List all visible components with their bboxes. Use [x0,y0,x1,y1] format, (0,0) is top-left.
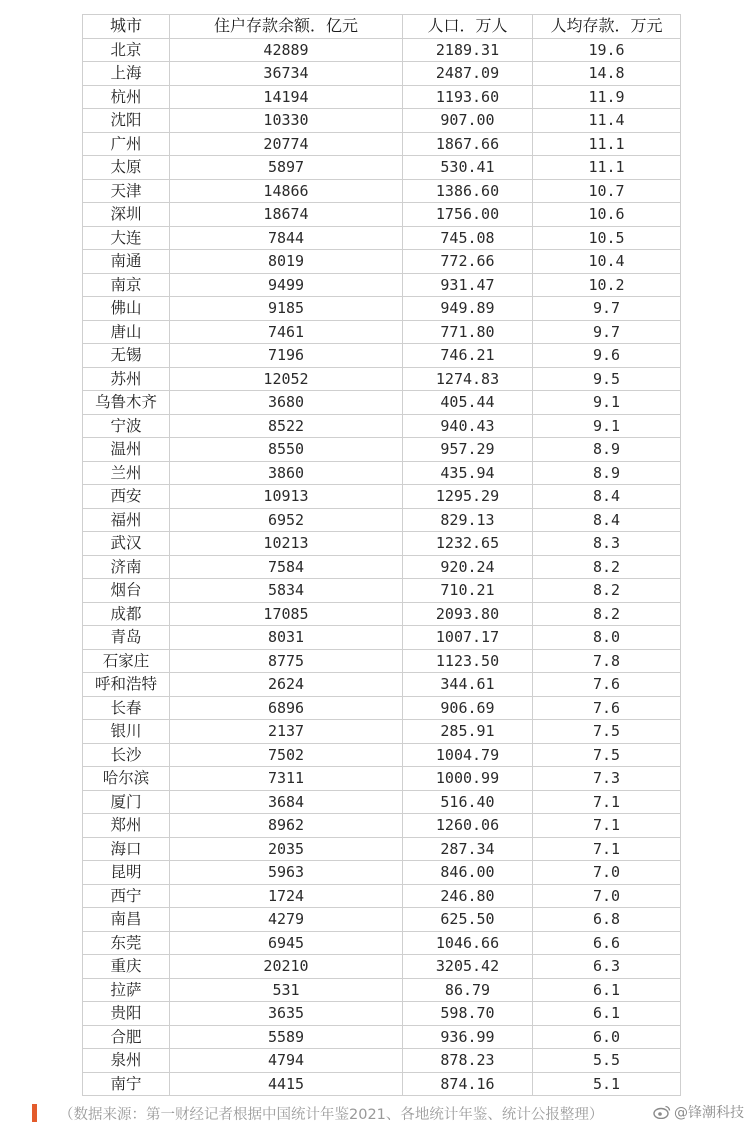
cell-deposit-balance: 2624 [170,673,403,697]
table-row [83,1025,681,1049]
table-row [83,391,681,415]
cell-deposit-balance: 9499 [170,273,403,297]
cell-city: 福州 [83,508,170,532]
cell-per-capita-deposit: 8.9 [533,438,681,462]
cell-per-capita-deposit: 7.5 [533,743,681,767]
cell-deposit-balance: 3680 [170,391,403,415]
cell-deposit-balance: 4279 [170,908,403,932]
cell-city: 石家庄 [83,649,170,673]
cell-per-capita-deposit: 7.0 [533,884,681,908]
table-row [83,85,681,109]
cell-city: 青岛 [83,626,170,650]
header-deposit-balance: 住户存款余额．亿元 [170,15,403,39]
cell-per-capita-deposit: 9.7 [533,297,681,321]
cell-city: 贵阳 [83,1002,170,1026]
table-row [83,344,681,368]
cell-city: 昆明 [83,861,170,885]
cell-deposit-balance: 4415 [170,1072,403,1096]
cell-deposit-balance: 20774 [170,132,403,156]
cell-per-capita-deposit: 9.5 [533,367,681,391]
cell-per-capita-deposit: 19.6 [533,38,681,62]
table-row [83,837,681,861]
cell-deposit-balance: 5897 [170,156,403,180]
cell-deposit-balance: 17085 [170,602,403,626]
cell-population: 625.50 [403,908,533,932]
cell-deposit-balance: 6896 [170,696,403,720]
cell-per-capita-deposit: 14.8 [533,62,681,86]
cell-population: 1046.66 [403,931,533,955]
cell-population: 2093.80 [403,602,533,626]
table-row [83,978,681,1002]
cell-city: 西宁 [83,884,170,908]
table-row [83,156,681,180]
cell-deposit-balance: 7196 [170,344,403,368]
cell-city: 沈阳 [83,109,170,133]
watermark-text: @锋潮科技 [674,1105,744,1121]
source-note [32,1100,603,1126]
table-row [83,790,681,814]
cell-per-capita-deposit: 8.0 [533,626,681,650]
cell-per-capita-deposit: 8.4 [533,508,681,532]
cell-city: 长春 [83,696,170,720]
cell-population: 1295.29 [403,485,533,509]
table-row [83,532,681,556]
cell-population: 1000.99 [403,767,533,791]
cell-city: 合肥 [83,1025,170,1049]
cell-per-capita-deposit: 9.6 [533,344,681,368]
table-row [83,132,681,156]
cell-per-capita-deposit: 11.1 [533,132,681,156]
cell-per-capita-deposit: 7.8 [533,649,681,673]
cell-per-capita-deposit: 9.1 [533,391,681,415]
cell-population: 1867.66 [403,132,533,156]
table-row [83,297,681,321]
cell-population: 1232.65 [403,532,533,556]
table-row [83,579,681,603]
header-per-capita-deposit: 人均存款．万元 [533,15,681,39]
cell-city: 无锡 [83,344,170,368]
table-row [83,884,681,908]
cell-deposit-balance: 4794 [170,1049,403,1073]
cell-deposit-balance: 8775 [170,649,403,673]
table-row [83,602,681,626]
cell-per-capita-deposit: 7.0 [533,861,681,885]
cell-deposit-balance: 3684 [170,790,403,814]
cell-per-capita-deposit: 11.1 [533,156,681,180]
watermark [653,1102,744,1122]
cell-city: 济南 [83,555,170,579]
cell-population: 931.47 [403,273,533,297]
cell-per-capita-deposit: 7.6 [533,673,681,697]
cell-population: 285.91 [403,720,533,744]
table-row [83,508,681,532]
table-row [83,861,681,885]
cell-deposit-balance: 7502 [170,743,403,767]
cell-per-capita-deposit: 11.4 [533,109,681,133]
cell-population: 874.16 [403,1072,533,1096]
cell-city: 宁波 [83,414,170,438]
cell-deposit-balance: 7311 [170,767,403,791]
cell-population: 516.40 [403,790,533,814]
cell-population: 940.43 [403,414,533,438]
cell-per-capita-deposit: 8.2 [533,602,681,626]
cell-city: 上海 [83,62,170,86]
cell-city: 南通 [83,250,170,274]
cell-population: 405.44 [403,391,533,415]
cell-per-capita-deposit: 6.6 [533,931,681,955]
cell-population: 936.99 [403,1025,533,1049]
cell-city: 哈尔滨 [83,767,170,791]
cell-deposit-balance: 12052 [170,367,403,391]
cell-per-capita-deposit: 6.8 [533,908,681,932]
cell-population: 1193.60 [403,85,533,109]
cell-city: 乌鲁木齐 [83,391,170,415]
cell-city: 北京 [83,38,170,62]
cell-deposit-balance: 14194 [170,85,403,109]
cell-population: 746.21 [403,344,533,368]
cell-per-capita-deposit: 8.2 [533,579,681,603]
cell-population: 530.41 [403,156,533,180]
table-row [83,1002,681,1026]
cell-per-capita-deposit: 6.1 [533,978,681,1002]
cell-city: 苏州 [83,367,170,391]
cell-deposit-balance: 3860 [170,461,403,485]
cell-city: 银川 [83,720,170,744]
source-accent-bar [32,1104,37,1122]
header-city: 城市 [83,15,170,39]
cell-per-capita-deposit: 9.1 [533,414,681,438]
cell-population: 906.69 [403,696,533,720]
table-row [83,555,681,579]
cell-deposit-balance: 1724 [170,884,403,908]
cell-population: 1274.83 [403,367,533,391]
cell-population: 878.23 [403,1049,533,1073]
cell-city: 南宁 [83,1072,170,1096]
cell-population: 829.13 [403,508,533,532]
cell-deposit-balance: 14866 [170,179,403,203]
cell-per-capita-deposit: 7.1 [533,837,681,861]
data-table [82,14,681,1096]
cell-per-capita-deposit: 6.0 [533,1025,681,1049]
cell-city: 大连 [83,226,170,250]
cell-deposit-balance: 18674 [170,203,403,227]
cell-city: 拉萨 [83,978,170,1002]
cell-per-capita-deposit: 6.1 [533,1002,681,1026]
cell-deposit-balance: 10913 [170,485,403,509]
source-note-text: （数据来源：第一财经记者根据中国统计年鉴2021、各地统计年鉴、统计公报整理） [59,1106,604,1123]
cell-deposit-balance: 8522 [170,414,403,438]
cell-city: 天津 [83,179,170,203]
cell-population: 1756.00 [403,203,533,227]
table-row [83,203,681,227]
cell-population: 1386.60 [403,179,533,203]
cell-city: 泉州 [83,1049,170,1073]
cell-deposit-balance: 531 [170,978,403,1002]
cell-city: 杭州 [83,85,170,109]
cell-city: 郑州 [83,814,170,838]
table-row [83,767,681,791]
table-body [83,38,681,1096]
cell-per-capita-deposit: 10.4 [533,250,681,274]
cell-population: 771.80 [403,320,533,344]
cell-population: 598.70 [403,1002,533,1026]
cell-population: 1007.17 [403,626,533,650]
cell-population: 1004.79 [403,743,533,767]
cell-city: 深圳 [83,203,170,227]
cell-city: 呼和浩特 [83,673,170,697]
cell-per-capita-deposit: 7.1 [533,790,681,814]
table-row [83,38,681,62]
cell-per-capita-deposit: 7.3 [533,767,681,791]
cell-population: 949.89 [403,297,533,321]
cell-population: 287.34 [403,837,533,861]
cell-deposit-balance: 20210 [170,955,403,979]
cell-per-capita-deposit: 9.7 [533,320,681,344]
cell-per-capita-deposit: 5.5 [533,1049,681,1073]
cell-deposit-balance: 2137 [170,720,403,744]
cell-per-capita-deposit: 6.3 [533,955,681,979]
cell-deposit-balance: 8031 [170,626,403,650]
table-row [83,673,681,697]
cell-city: 西安 [83,485,170,509]
cell-city: 东莞 [83,931,170,955]
cell-deposit-balance: 36734 [170,62,403,86]
cell-population: 745.08 [403,226,533,250]
table-row [83,109,681,133]
cell-per-capita-deposit: 5.1 [533,1072,681,1096]
table-row [83,250,681,274]
cell-per-capita-deposit: 7.5 [533,720,681,744]
cell-per-capita-deposit: 10.5 [533,226,681,250]
table-row [83,696,681,720]
cell-population: 86.79 [403,978,533,1002]
table-row [83,1049,681,1073]
table-row [83,814,681,838]
cell-per-capita-deposit: 10.2 [533,273,681,297]
table-row [83,955,681,979]
table-row [83,226,681,250]
cell-city: 兰州 [83,461,170,485]
cell-city: 重庆 [83,955,170,979]
cell-population: 3205.42 [403,955,533,979]
table-row [83,367,681,391]
cell-deposit-balance: 7461 [170,320,403,344]
cell-deposit-balance: 6945 [170,931,403,955]
table-row [83,320,681,344]
table-row [83,485,681,509]
cell-population: 2487.09 [403,62,533,86]
table-row [83,626,681,650]
table-row [83,1072,681,1096]
cell-city: 海口 [83,837,170,861]
cell-deposit-balance: 10213 [170,532,403,556]
table-row [83,908,681,932]
cell-per-capita-deposit: 8.2 [533,555,681,579]
cell-city: 烟台 [83,579,170,603]
cell-deposit-balance: 5834 [170,579,403,603]
header-population: 人口．万人 [403,15,533,39]
table-header-row [83,15,681,39]
table-row [83,273,681,297]
cell-per-capita-deposit: 7.1 [533,814,681,838]
cell-city: 长沙 [83,743,170,767]
cell-city: 南京 [83,273,170,297]
cell-city: 唐山 [83,320,170,344]
cell-per-capita-deposit: 8.4 [533,485,681,509]
table-row [83,931,681,955]
table-row [83,179,681,203]
cell-deposit-balance: 5589 [170,1025,403,1049]
cell-population: 846.00 [403,861,533,885]
cell-population: 1123.50 [403,649,533,673]
cell-deposit-balance: 9185 [170,297,403,321]
cell-population: 246.80 [403,884,533,908]
table-row [83,461,681,485]
cell-deposit-balance: 7584 [170,555,403,579]
cell-population: 710.21 [403,579,533,603]
cell-deposit-balance: 2035 [170,837,403,861]
weibo-icon [653,1105,671,1119]
cell-per-capita-deposit: 10.6 [533,203,681,227]
table-row [83,62,681,86]
cell-population: 957.29 [403,438,533,462]
table-row [83,743,681,767]
cell-deposit-balance: 10330 [170,109,403,133]
cell-population: 920.24 [403,555,533,579]
table-row [83,438,681,462]
cell-deposit-balance: 3635 [170,1002,403,1026]
cell-city: 温州 [83,438,170,462]
cell-city: 佛山 [83,297,170,321]
cell-population: 907.00 [403,109,533,133]
cell-city: 广州 [83,132,170,156]
cell-city: 厦门 [83,790,170,814]
cell-deposit-balance: 8550 [170,438,403,462]
cell-per-capita-deposit: 11.9 [533,85,681,109]
cell-deposit-balance: 6952 [170,508,403,532]
table-row [83,414,681,438]
cell-deposit-balance: 5963 [170,861,403,885]
cell-city: 太原 [83,156,170,180]
table-row [83,720,681,744]
cell-population: 2189.31 [403,38,533,62]
cell-population: 344.61 [403,673,533,697]
cell-deposit-balance: 8019 [170,250,403,274]
cell-deposit-balance: 8962 [170,814,403,838]
cell-deposit-balance: 42889 [170,38,403,62]
cell-city: 成都 [83,602,170,626]
cell-city: 南昌 [83,908,170,932]
cell-city: 武汉 [83,532,170,556]
cell-deposit-balance: 7844 [170,226,403,250]
cell-population: 1260.06 [403,814,533,838]
cell-per-capita-deposit: 8.3 [533,532,681,556]
cell-population: 435.94 [403,461,533,485]
cell-per-capita-deposit: 10.7 [533,179,681,203]
cell-per-capita-deposit: 8.9 [533,461,681,485]
cell-population: 772.66 [403,250,533,274]
cell-per-capita-deposit: 7.6 [533,696,681,720]
table-row [83,649,681,673]
